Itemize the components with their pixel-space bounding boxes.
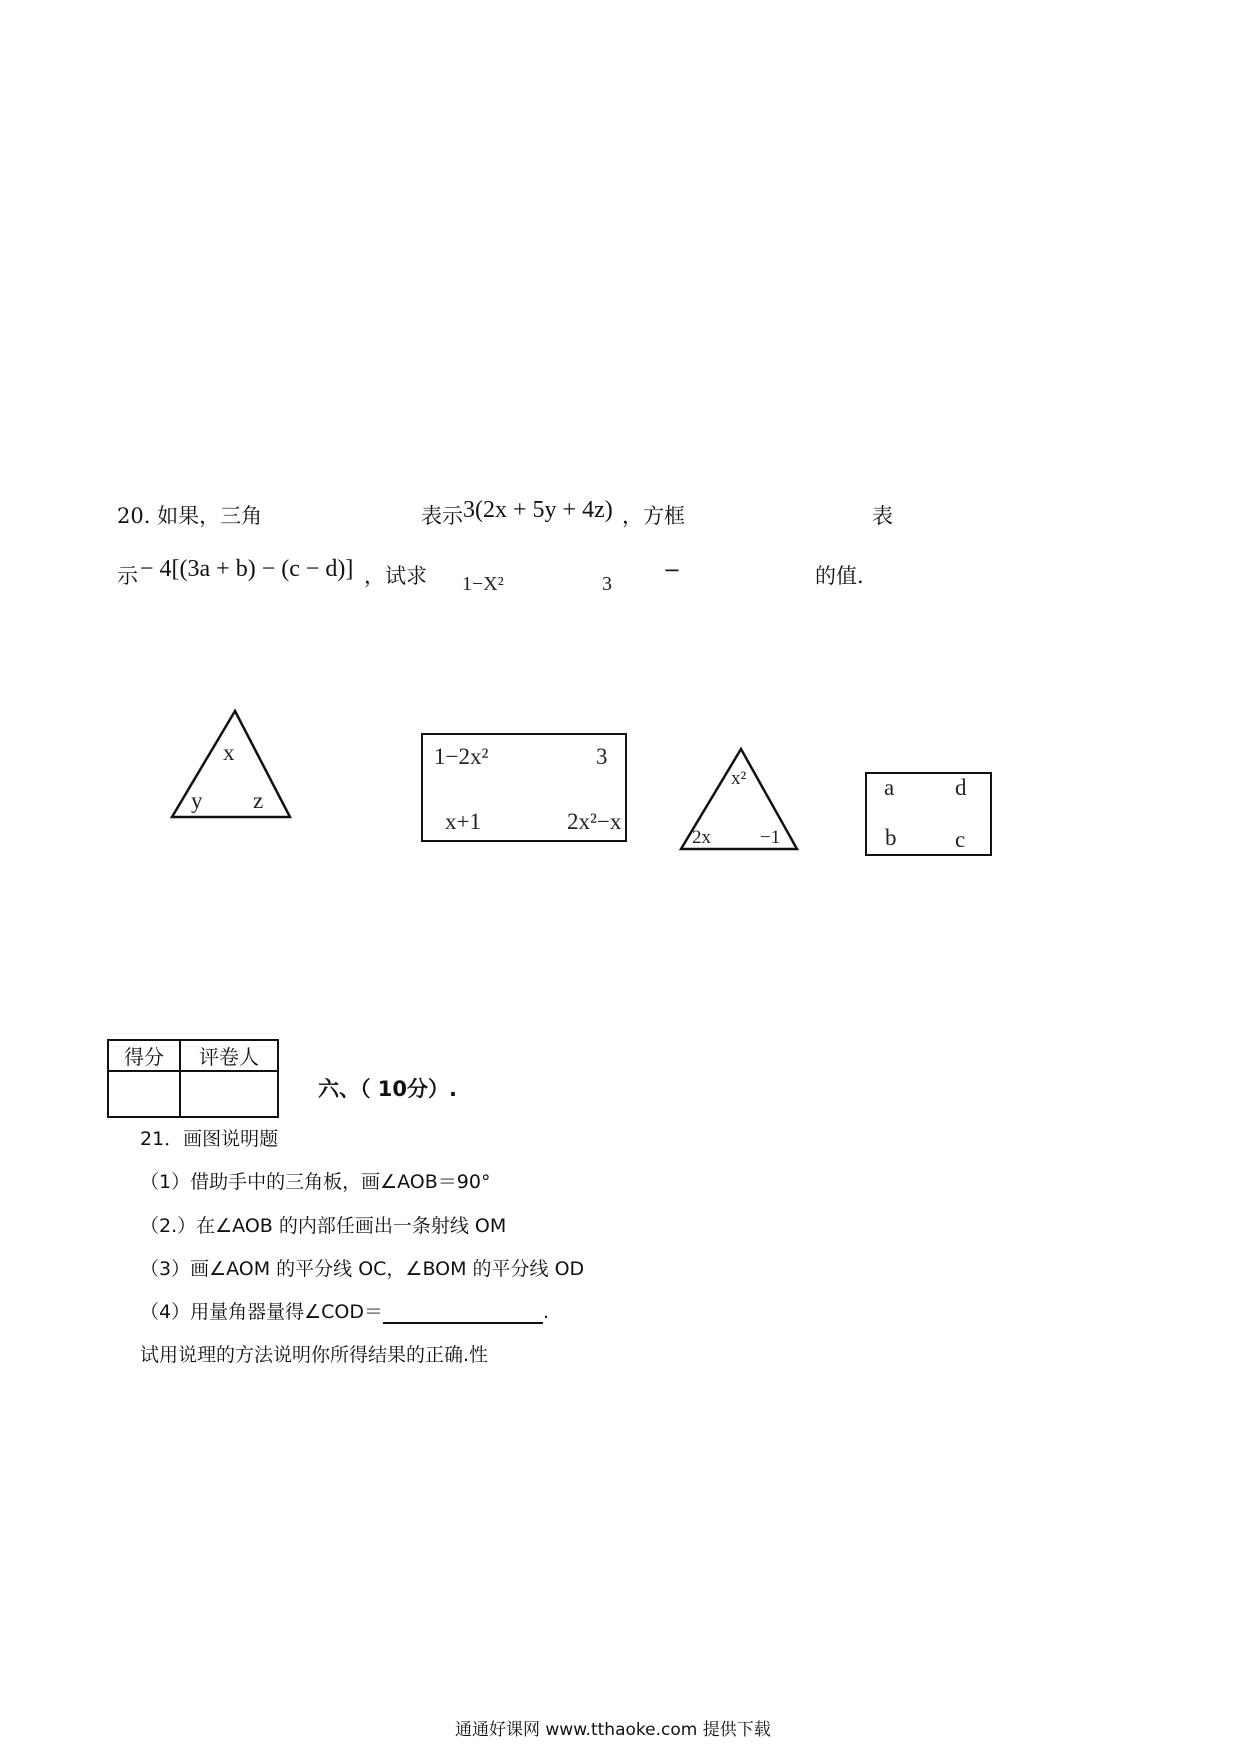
box1-tl-label: 1−2x² — [434, 744, 489, 769]
box2-bl-label: b — [885, 825, 897, 850]
triangle1-left-label: y — [191, 788, 203, 813]
q20-represent-text: 表示 — [421, 504, 463, 528]
triangle2-top-label: x² — [731, 768, 747, 789]
box2-tl-label: a — [884, 775, 895, 800]
box2-br-label: c — [955, 827, 966, 852]
triangle-figure-1 — [160, 705, 320, 825]
q20-value-text: 的值. — [815, 564, 864, 588]
q21-item-4: （4）用量角器量得∠COD＝ — [140, 1301, 383, 1323]
q20-line2-start: 示 — [117, 564, 138, 588]
q20-box-expression: − 4[(3a + b) − (c − d)] — [140, 556, 354, 582]
score-cell[interactable] — [108, 1071, 180, 1117]
q20-inline-box-tr: 3 — [602, 573, 612, 595]
q21-note: 试用说理的方法说明你所得结果的正确.性 — [140, 1344, 489, 1366]
grader-cell[interactable] — [180, 1071, 278, 1117]
q20-box-text: ，方框 — [622, 504, 685, 528]
score-header: 得分 — [108, 1040, 180, 1071]
q21-item-4-end: . — [542, 1301, 550, 1323]
q20-triangle-expression: 3(2x + 5y + 4z) — [463, 497, 613, 523]
page-footer: 通通好课网 www.tthaoke.com 提供下载 — [455, 1720, 771, 1740]
q20-represent-text-2: 表 — [872, 504, 893, 528]
grader-header: 评卷人 — [180, 1040, 278, 1071]
q21-item-2: （2.）在∠AOB 的内部任画出一条射线 OM — [140, 1215, 507, 1237]
triangle2-left-label: 2x — [692, 827, 711, 848]
box2-tr-label: d — [955, 775, 967, 800]
q20-ask-text: ，试求 — [364, 564, 427, 588]
q20-inline-box-tl: 1−X² — [462, 573, 504, 595]
cod-answer-blank[interactable] — [383, 1300, 543, 1324]
triangle2-right-label: −1 — [760, 827, 781, 848]
triangle1-right-label: z — [253, 788, 264, 813]
triangle1-top-label: x — [223, 740, 235, 765]
section6-title: 六、（ 10分）. — [318, 1077, 458, 1101]
box1-bl-label: x+1 — [445, 809, 481, 834]
q21-item-3: （3）画∠AOM 的平分线 OC，∠BOM 的平分线 OD — [140, 1258, 585, 1280]
score-table — [107, 1039, 279, 1118]
q21-item-4-row — [140, 1297, 549, 1324]
q21-title: 21．画图说明题 — [140, 1128, 279, 1150]
q20-minus: − — [663, 558, 681, 582]
q20-label: 20. 如果，三角 — [117, 504, 263, 528]
box1-br-label: 2x²−x — [567, 809, 622, 834]
box1-tr-label: 3 — [596, 744, 608, 769]
q21-item-1: （1）借助手中的三角板，画∠AOB＝90° — [140, 1171, 491, 1193]
